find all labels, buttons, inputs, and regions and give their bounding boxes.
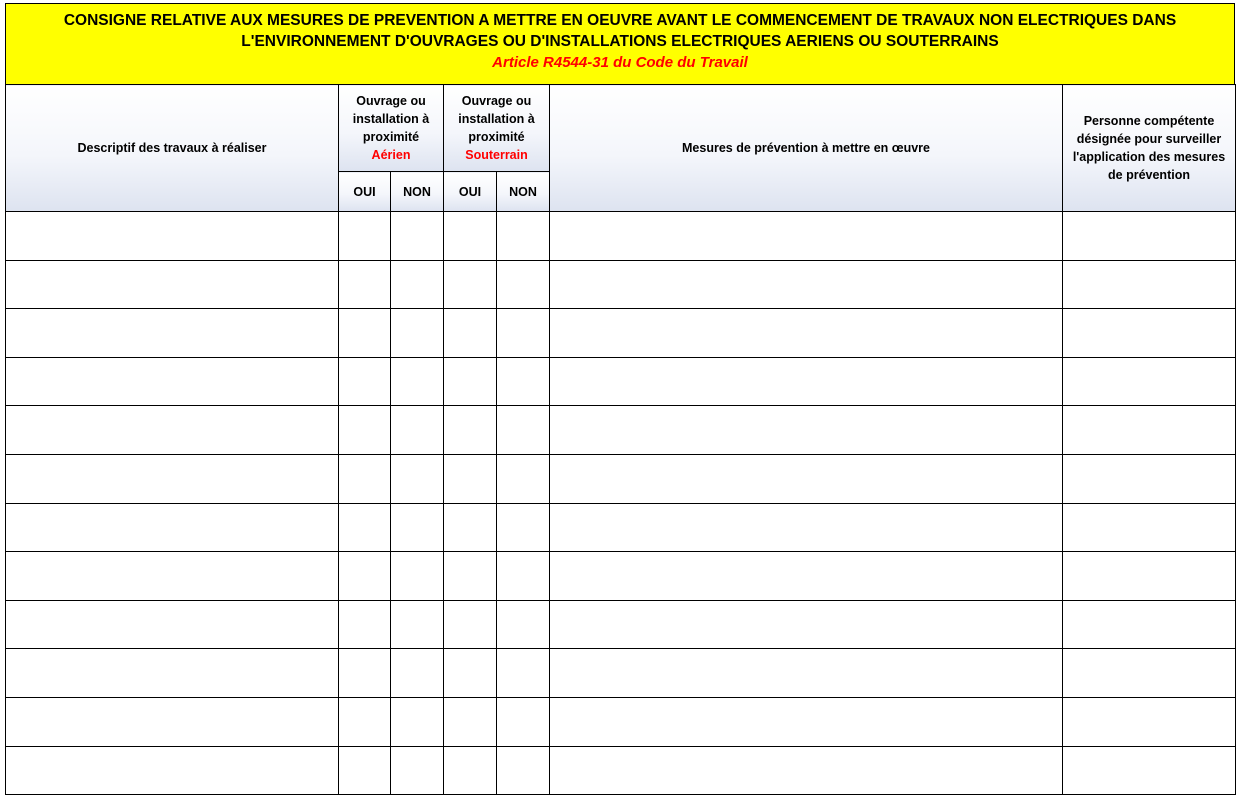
cell-aerien-non[interactable]	[391, 454, 444, 503]
header-aerien-type: Aérien	[371, 148, 411, 162]
cell-souterrain-non[interactable]	[497, 552, 550, 601]
cell-descriptif[interactable]	[6, 357, 339, 406]
cell-personne[interactable]	[1063, 503, 1236, 552]
cell-descriptif[interactable]	[6, 697, 339, 746]
table-row	[6, 406, 1236, 455]
title-line-2: L'ENVIRONNEMENT D'OUVRAGES OU D'INSTALLATIONS ELECTRIQUES AERIENS OU SOUTERRAINS	[241, 33, 999, 50]
prevention-table	[5, 84, 1236, 795]
cell-aerien-oui[interactable]	[339, 503, 391, 552]
cell-aerien-non[interactable]	[391, 746, 444, 795]
cell-aerien-non[interactable]	[391, 503, 444, 552]
cell-aerien-non[interactable]	[391, 697, 444, 746]
cell-souterrain-oui[interactable]	[444, 697, 497, 746]
cell-souterrain-non[interactable]	[497, 697, 550, 746]
header-descriptif: Descriptif des travaux à réaliser	[6, 85, 339, 212]
cell-souterrain-non[interactable]	[497, 600, 550, 649]
cell-souterrain-non[interactable]	[497, 260, 550, 309]
cell-descriptif[interactable]	[6, 212, 339, 261]
header-souterrain-line-3: proximité	[468, 130, 525, 144]
cell-aerien-oui[interactable]	[339, 357, 391, 406]
cell-aerien-non[interactable]	[391, 600, 444, 649]
table-row	[6, 697, 1236, 746]
table-row	[6, 309, 1236, 358]
cell-souterrain-non[interactable]	[497, 309, 550, 358]
cell-personne[interactable]	[1063, 406, 1236, 455]
cell-descriptif[interactable]	[6, 600, 339, 649]
cell-souterrain-oui[interactable]	[444, 357, 497, 406]
header-souterrain-line-2: installation à	[458, 112, 535, 126]
header-souterrain-non: NON	[497, 172, 550, 212]
cell-mesures[interactable]	[550, 746, 1063, 795]
cell-mesures[interactable]	[550, 212, 1063, 261]
table-row	[6, 260, 1236, 309]
header-personne-line-2: désignée pour surveiller	[1076, 132, 1222, 146]
cell-souterrain-oui[interactable]	[444, 649, 497, 698]
cell-descriptif[interactable]	[6, 649, 339, 698]
header-personne	[1063, 85, 1236, 212]
header-mesures: Mesures de prévention à mettre en œuvre	[550, 85, 1063, 212]
table-body	[6, 212, 1236, 795]
cell-personne[interactable]	[1063, 212, 1236, 261]
header-aerien-line-1: Ouvrage ou	[356, 94, 426, 108]
cell-mesures[interactable]	[550, 406, 1063, 455]
table-row	[6, 454, 1236, 503]
cell-personne[interactable]	[1063, 309, 1236, 358]
cell-souterrain-non[interactable]	[497, 454, 550, 503]
cell-souterrain-oui[interactable]	[444, 552, 497, 601]
cell-souterrain-non[interactable]	[497, 746, 550, 795]
header-personne-line-4: de prévention	[1108, 168, 1190, 182]
header-aerien-oui: OUI	[339, 172, 391, 212]
cell-souterrain-non[interactable]	[497, 357, 550, 406]
cell-descriptif[interactable]	[6, 309, 339, 358]
cell-souterrain-non[interactable]	[497, 406, 550, 455]
table-row	[6, 649, 1236, 698]
title-subtitle: Article R4544-31 du Code du Travail	[492, 54, 748, 71]
table-row	[6, 357, 1236, 406]
cell-descriptif[interactable]	[6, 260, 339, 309]
header-souterrain-line-1: Ouvrage ou	[461, 94, 532, 108]
cell-aerien-oui[interactable]	[339, 697, 391, 746]
cell-souterrain-oui[interactable]	[444, 212, 497, 261]
cell-mesures[interactable]	[550, 309, 1063, 358]
header-aerien-line-2: installation à	[352, 112, 430, 126]
cell-souterrain-non[interactable]	[497, 212, 550, 261]
cell-aerien-oui[interactable]	[339, 260, 391, 309]
cell-aerien-oui[interactable]	[339, 552, 391, 601]
cell-aerien-non[interactable]	[391, 260, 444, 309]
cell-aerien-oui[interactable]	[339, 309, 391, 358]
cell-mesures[interactable]	[550, 503, 1063, 552]
cell-personne[interactable]	[1063, 697, 1236, 746]
cell-descriptif[interactable]	[6, 454, 339, 503]
cell-souterrain-oui[interactable]	[444, 406, 497, 455]
header-personne-line-1: Personne compétente	[1083, 114, 1215, 128]
cell-aerien-non[interactable]	[391, 309, 444, 358]
cell-aerien-oui[interactable]	[339, 746, 391, 795]
header-souterrain-oui: OUI	[444, 172, 497, 212]
cell-descriptif[interactable]	[6, 503, 339, 552]
cell-souterrain-oui[interactable]	[444, 503, 497, 552]
cell-aerien-non[interactable]	[391, 649, 444, 698]
table-row	[6, 746, 1236, 795]
cell-descriptif[interactable]	[6, 406, 339, 455]
cell-aerien-oui[interactable]	[339, 649, 391, 698]
cell-aerien-non[interactable]	[391, 552, 444, 601]
cell-personne[interactable]	[1063, 552, 1236, 601]
cell-aerien-non[interactable]	[391, 406, 444, 455]
cell-aerien-oui[interactable]	[339, 454, 391, 503]
cell-souterrain-oui[interactable]	[444, 260, 497, 309]
cell-aerien-non[interactable]	[391, 357, 444, 406]
cell-souterrain-non[interactable]	[497, 649, 550, 698]
cell-personne[interactable]	[1063, 600, 1236, 649]
cell-personne[interactable]	[1063, 357, 1236, 406]
cell-souterrain-oui[interactable]	[444, 454, 497, 503]
cell-mesures[interactable]	[550, 357, 1063, 406]
cell-souterrain-non[interactable]	[497, 503, 550, 552]
header-aerien	[339, 85, 444, 172]
cell-personne[interactable]	[1063, 649, 1236, 698]
table-row	[6, 552, 1236, 601]
cell-souterrain-oui[interactable]	[444, 746, 497, 795]
cell-mesures[interactable]	[550, 697, 1063, 746]
cell-personne[interactable]	[1063, 746, 1236, 795]
cell-mesures[interactable]	[550, 600, 1063, 649]
table-row	[6, 212, 1236, 261]
cell-mesures[interactable]	[550, 552, 1063, 601]
cell-aerien-non[interactable]	[391, 212, 444, 261]
header-personne-line-3: l'application des mesures	[1072, 150, 1226, 164]
cell-mesures[interactable]	[550, 649, 1063, 698]
form-sheet	[5, 3, 1235, 795]
header-souterrain	[444, 85, 550, 172]
cell-mesures[interactable]	[550, 454, 1063, 503]
cell-aerien-oui[interactable]	[339, 600, 391, 649]
cell-aerien-oui[interactable]	[339, 406, 391, 455]
title-banner	[5, 3, 1235, 85]
table-row	[6, 503, 1236, 552]
cell-mesures[interactable]	[550, 260, 1063, 309]
header-aerien-non: NON	[391, 172, 444, 212]
cell-personne[interactable]	[1063, 454, 1236, 503]
cell-descriptif[interactable]	[6, 746, 339, 795]
header-aerien-line-3: proximité	[362, 130, 420, 144]
title-line-1: CONSIGNE RELATIVE AUX MESURES DE PREVENTION A METTRE EN OEUVRE AVANT LE COMMENCEMENT DE TRAVAUX NON ELECTRIQUES DANS	[63, 12, 1177, 29]
cell-souterrain-oui[interactable]	[444, 309, 497, 358]
cell-descriptif[interactable]	[6, 552, 339, 601]
table-row	[6, 600, 1236, 649]
cell-personne[interactable]	[1063, 260, 1236, 309]
cell-souterrain-oui[interactable]	[444, 600, 497, 649]
cell-aerien-oui[interactable]	[339, 212, 391, 261]
header-souterrain-type: Souterrain	[465, 148, 528, 162]
